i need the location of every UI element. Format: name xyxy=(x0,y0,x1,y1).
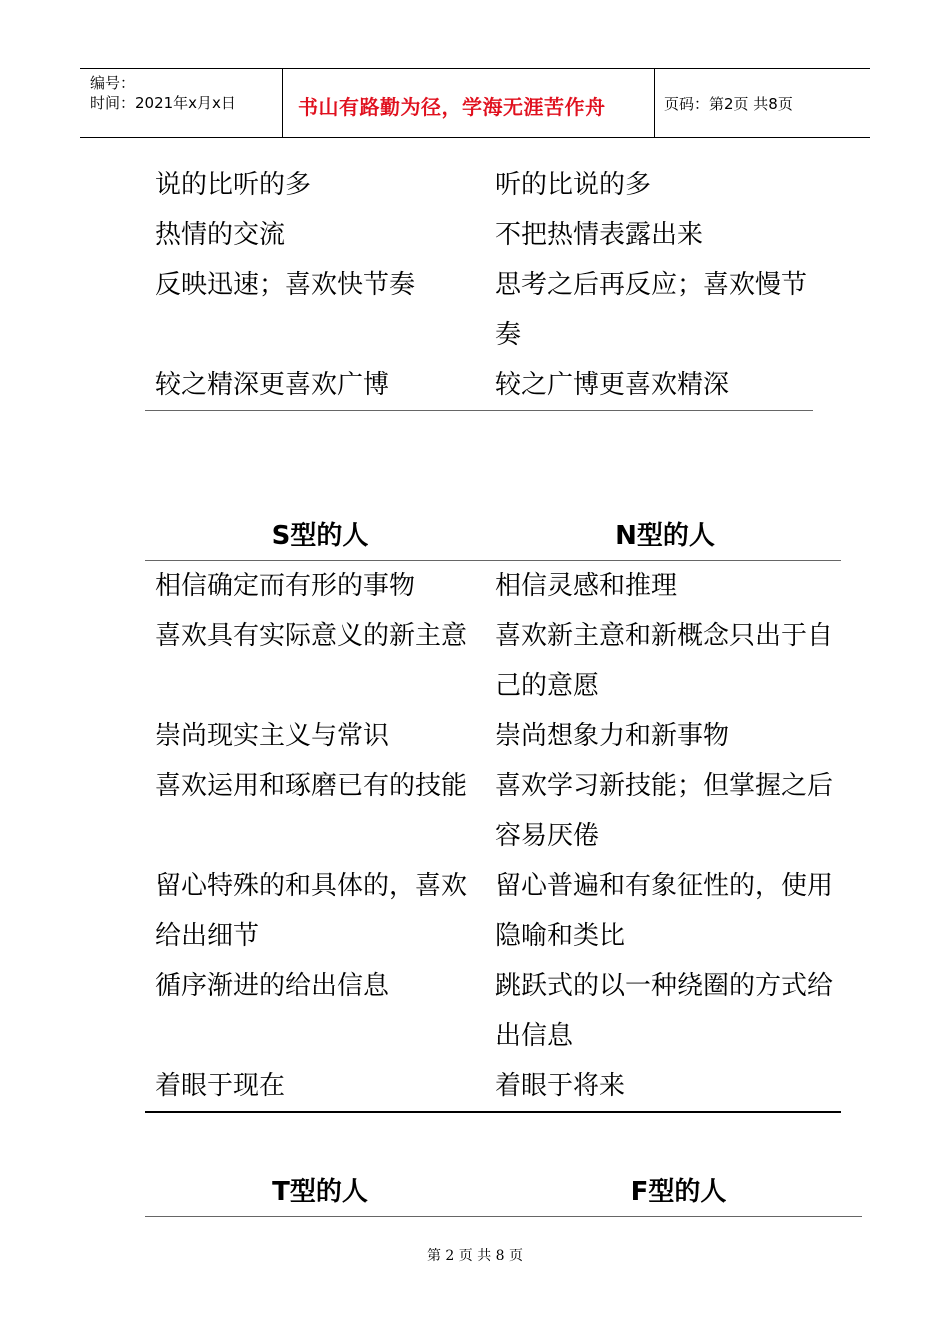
column-header-n: N型的人 xyxy=(615,521,715,551)
header-divider xyxy=(654,69,655,137)
column-header-f: F型的人 xyxy=(630,1177,727,1207)
header-motto: 书山有路勤为径，学海无涯苦作舟 xyxy=(298,95,606,119)
table-cell: 说的比听的多 xyxy=(155,170,312,200)
table-row xyxy=(145,761,841,861)
table-cell: 热情的交流 xyxy=(155,220,286,250)
table-cell: 跳跃式的以一种绕圈的方式给出信息 xyxy=(495,971,834,1051)
table-header-row xyxy=(145,512,841,560)
table-cell: 思考之后再反应；喜欢慢节奏 xyxy=(495,270,808,350)
table-cell: 喜欢学习新技能；但掌握之后容易厌倦 xyxy=(495,771,834,851)
table-cell: 喜欢运用和琢磨已有的技能 xyxy=(155,771,468,801)
table-cell: 反映迅速；喜欢快节奏 xyxy=(155,270,416,300)
column-header-t: T型的人 xyxy=(272,1177,368,1207)
table-cell: 着眼于将来 xyxy=(495,1071,626,1101)
table-cell: 循序渐进的给出信息 xyxy=(155,971,390,1001)
table-row xyxy=(145,160,813,210)
table-cell: 相信灵感和推理 xyxy=(495,571,678,601)
document-time-label: 时间：2021年x月x日 xyxy=(90,94,236,112)
table-cell: 相信确定而有形的事物 xyxy=(155,571,416,601)
table-thinking-feeling xyxy=(145,1168,862,1217)
table-row xyxy=(145,561,841,611)
table-sensing-intuition xyxy=(145,512,841,1113)
table-row xyxy=(145,1061,841,1111)
table-cell: 留心普遍和有象征性的，使用隐喻和类比 xyxy=(495,871,834,951)
table-row xyxy=(145,611,841,711)
table-row xyxy=(145,260,813,360)
table-cell: 崇尚想象力和新事物 xyxy=(495,721,730,751)
table-row xyxy=(145,861,841,961)
table-cell: 不把热情表露出来 xyxy=(495,220,704,250)
table-bottom-rule xyxy=(145,1111,841,1113)
table-header-rule xyxy=(145,1216,862,1217)
table-row xyxy=(145,360,813,410)
header-page-info: 页码：第2页 共8页 xyxy=(664,95,793,113)
table-cell: 着眼于现在 xyxy=(155,1071,286,1101)
table-cell: 较之广博更喜欢精深 xyxy=(495,370,730,400)
header-meta xyxy=(90,73,236,113)
table-row xyxy=(145,210,813,260)
table-cell: 较之精深更喜欢广博 xyxy=(155,370,390,400)
table-row xyxy=(145,711,841,761)
table-cell: 留心特殊的和具体的，喜欢给出细节 xyxy=(155,871,468,951)
table-cell: 听的比说的多 xyxy=(495,170,652,200)
page-header xyxy=(80,68,870,138)
document-number-label: 编号： xyxy=(90,74,136,92)
table-cell: 喜欢具有实际意义的新主意 xyxy=(155,621,468,651)
table-cell: 崇尚现实主义与常识 xyxy=(155,721,390,751)
header-divider xyxy=(282,69,283,137)
table-bottom-rule xyxy=(145,410,813,411)
page-footer: 第 2 页 共 8 页 xyxy=(426,1248,524,1264)
table-cell: 喜欢新主意和新概念只出于自己的意愿 xyxy=(495,621,834,701)
table-row xyxy=(145,961,841,1061)
table-extravert-introvert xyxy=(145,160,813,411)
table-header-row xyxy=(145,1168,862,1216)
column-header-s: S型的人 xyxy=(271,521,369,551)
